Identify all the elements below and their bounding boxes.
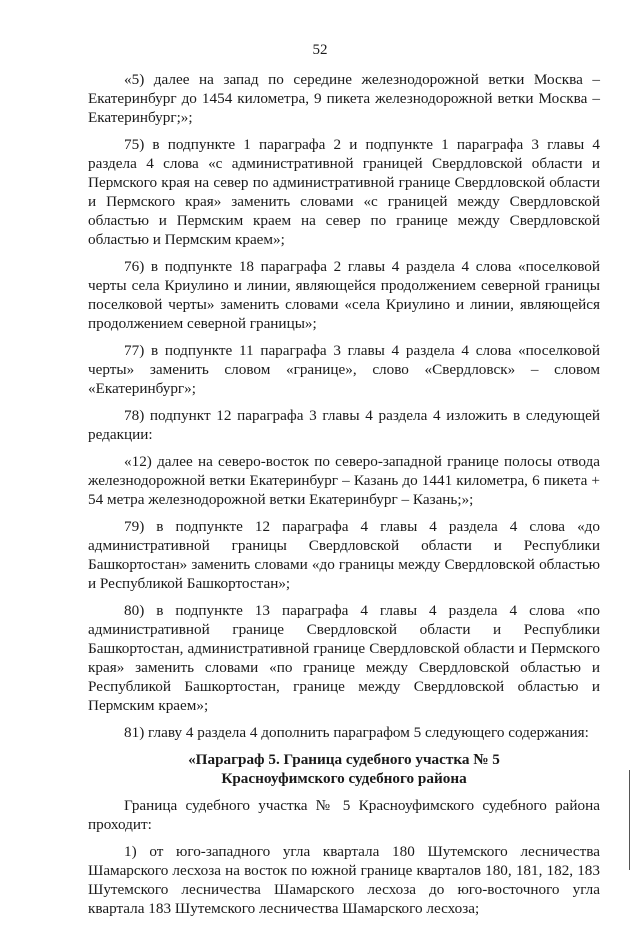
paragraph: «5) далее на запад по середине железнодорожной ветки Москва – Екатеринбург до 1454 километра, 9 пикета железнодорожной ветки Москва – Екатеринбург;»; [88, 71, 600, 126]
page-number: 52 [312, 42, 328, 58]
section-heading [88, 750, 600, 788]
paragraph: Граница судебного участка № 5 Красноуфимского судебного района проходит: [88, 797, 600, 833]
paragraph: 75) в подпункте 1 параграфа 2 и подпункте 1 параграфа 3 главы 4 раздела 4 слова «с административной границей Свердловской области и Пермского края на север по административной границе Свердловской области и Пермского края» заменить словами «с границей между Свердловской областью и Пермским краем на север по границе между Свердловской областью и Пермским краем»; [88, 136, 600, 248]
scan-artifact-line [629, 770, 630, 870]
section-heading-line: «Параграф 5. Граница судебного участка № 5 [188, 751, 500, 768]
paragraph: 78) подпункт 12 параграфа 3 главы 4 раздела 4 изложить в следующей редакции: [88, 407, 600, 443]
paragraph: 77) в подпункте 11 параграфа 3 главы 4 раздела 4 слова «поселковой черты» заменить словом «границе», слово «Свердловск» – словом «Екатеринбург»; [88, 342, 600, 397]
paragraph: «12) далее на северо-восток по северо-западной границе полосы отвода железнодорожной ветки Екатеринбург – Казань до 1441 километра, 6 пикета + 54 метра железнодорожной ветки Екатеринбург – Казань;»; [88, 453, 600, 508]
paragraph: 80) в подпункте 13 параграфа 4 главы 4 раздела 4 слова «по административной границе Свердловской области и Республики Башкортостан, административной границе Свердловской области и Пермского края» заменить словами «по границе между Свердловской областью и Республикой Башкортостан, границе между Свердловской областью и Пермским краем»; [88, 602, 600, 714]
document-body [88, 70, 600, 926]
section-heading-line: Красноуфимского судебного района [221, 770, 467, 787]
paragraph: 1) от юго-западного угла квартала 180 Шутемского лесничества Шамарского лесхоза на восток по южной границе кварталов 180, 181, 182, 183 Шутемского лесничества Шамарского лесхоза до юго-восточного угла квартала 183 Шутемского лесничества Шамарского лесхоза; [88, 843, 600, 917]
paragraph: 79) в подпункте 12 параграфа 4 главы 4 раздела 4 слова «до административной границы Свердловской области и Республики Башкортостан» заменить словами «до границы между Свердловской областью и Республикой Башкортостан»; [88, 518, 600, 592]
paragraph: 76) в подпункте 18 параграфа 2 главы 4 раздела 4 слова «поселковой черты села Криулино и линии, являющейся продолжением северной границы поселковой черты» заменить словами «села Криулино и линии, являющейся продолжением северной границы»; [88, 258, 600, 332]
paragraph: 81) главу 4 раздела 4 дополнить параграфом 5 следующего содержания: [124, 724, 589, 741]
